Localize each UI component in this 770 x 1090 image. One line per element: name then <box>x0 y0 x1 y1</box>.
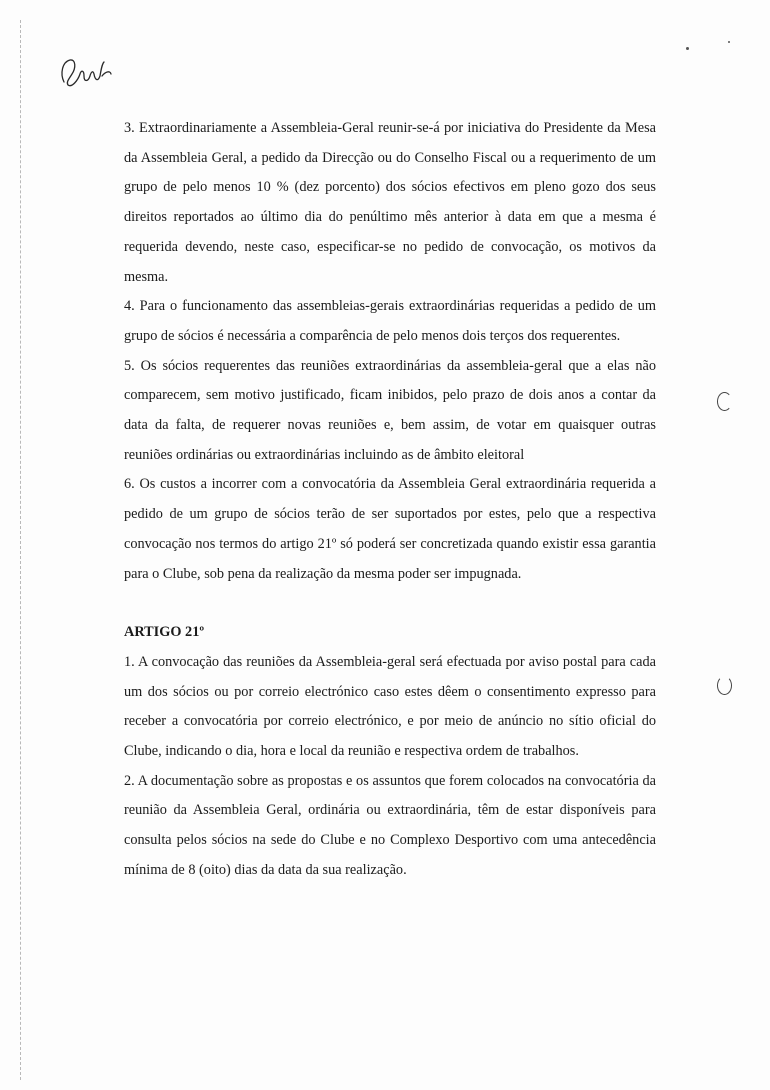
punch-hole-mark <box>717 676 732 695</box>
paragraph-5: 5. Os sócios requerentes das reuniões extraordinárias da assembleia-geral que a elas não comparecem, sem motivo justificado, ficam inibidos, pelo prazo de dois anos a contar da data da falta, de requerer novas reuniões e, bem assim, de votar em quaisquer outras reuniões ordinárias ou extraordinárias incluindo as de âmbito eleitoral <box>124 357 656 463</box>
article-paragraph-2: 2. A documentação sobre as propostas e os assuntos que forem colocados na convocatória da reunião da Assembleia Geral, ordinária ou extraordinária, têm de estar disponíveis para consulta pelos sócios na sede do Clube e no Complexo Desportivo com uma antecedência mínima de 8 (oito) dias da data da sua realização. <box>124 772 656 878</box>
scan-edge-line <box>20 20 21 1080</box>
article-heading: ARTIGO 21º <box>124 624 205 641</box>
paragraph-3: 3. Extraordinariamente a Assembleia-Geral reunir-se-á por iniciativa do Presidente da Mesa da Assembleia Geral, a pedido da Direcção ou do Conselho Fiscal ou a requerimento de um grupo de pelo menos 10 % (dez porcento) dos sócios efectivos em pleno gozo dos seus direitos reportados ao último dia do penúltimo mês anterior à data em que a mesma é requerida devendo, neste caso, especificar-se no pedido de convocação, os motivos da mesma. <box>124 120 656 285</box>
punch-hole-mark <box>717 392 732 411</box>
article-paragraph-1: 1. A convocação das reuniões da Assembleia-geral será efectuada por aviso postal para cada um dos sócios ou por correio electrónico caso estes dêem o consentimento expresso para receber a convocatória por correio electrónico, e por meio de anúncio no sítio oficial do Clube, indicando o dia, hora e local da reunião e respectiva ordem de trabalhos. <box>124 653 656 760</box>
handwritten-initials <box>58 52 114 92</box>
paragraph-6: 6. Os custos a incorrer com a convocatória da Assembleia Geral extraordinária requerida a pedido de um grupo de sócios terão de ser suportados por estes, pelo que a respectiva convocação nos termos do artigo 21º só poderá ser concretizada quando existir essa garantia para o Clube, sob pena da realização da mesma poder ser impugnada. <box>124 476 656 582</box>
document-body <box>124 114 656 886</box>
scan-speck <box>728 41 730 43</box>
scan-speck <box>686 47 689 50</box>
section-spacer <box>124 589 656 618</box>
paragraph-4: 4. Para o funcionamento das assembleias-gerais extraordinárias requeridas a pedido de um grupo de sócios é necessária a comparência de pelo menos dois terços dos requerentes. <box>124 298 656 344</box>
